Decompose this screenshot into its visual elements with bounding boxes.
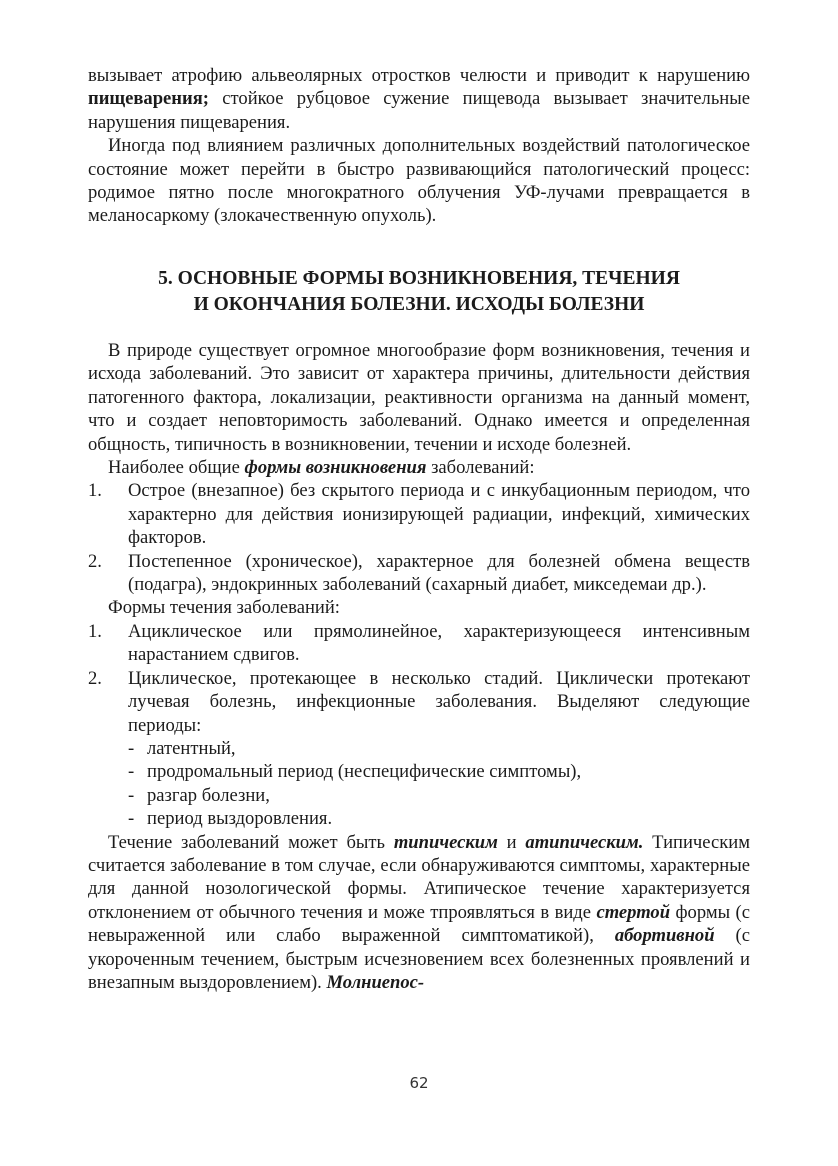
text-run: Течение заболеваний может быть (108, 831, 394, 853)
paragraph-intro: В природе существует огромное многообразие форм возникновения, течения и исхода заболеваний. Это зависит от характера причины, длительности действия патогенного фактора, локализации, реактивности организма на данный момент, что и создает неповторимость заболеваний. Однако имеется и определенная общность, типичность в возникновении, течении и исходе болезней. (88, 340, 750, 455)
bold-italic-term-fulminant: Молниепос- (326, 971, 425, 993)
paragraph-digestion (88, 64, 750, 134)
section-heading-line-2: И ОКОНЧАНИЯ БОЛЕЗНИ. ИСХОДЫ БОЛЕЗНИ (193, 294, 645, 315)
page-number: 62 (409, 1074, 429, 1092)
section-heading-line-1: 5. ОСНОВНЫЕ ФОРМЫ ВОЗНИКНОВЕНИЯ, ТЕЧЕНИЯ (158, 268, 680, 289)
text-run: и (497, 831, 526, 853)
list-item-text: Постепенное (хроническое), характерное для болезней обмена веществ (подагра), эндокринных заболеваний (сахарный диабет, микседемаи др.). (128, 550, 750, 596)
list-item-text: Ациклическое или прямолинейное, характеризующееся интенсивным нарастанием сдвигов. (128, 620, 750, 666)
section-heading (88, 266, 750, 318)
bold-italic-term-onset: формы возникновения (244, 457, 427, 479)
bold-italic-term-typical: типическим (393, 831, 498, 853)
period-text: разгар болезни, (147, 784, 270, 806)
course-forms-lead: Формы течения заболеваний: (108, 597, 340, 619)
text-run: Типическим считается заболевание в том случае, если обнаруживаются симптомы, характерные для данной нозологической формы. Атипическое течение характеризуется отклонением от обычного течения и може тпроявляться в виде (88, 831, 750, 923)
list-number: 1. (88, 480, 102, 502)
text-run: Наиболее общие (108, 457, 245, 479)
text-run: (с укороченным течением, быстрым исчезновением всех болезненных проявлений и внезапным выздоровлением). (88, 925, 750, 993)
list-number: 2. (88, 550, 102, 572)
top-text-block (88, 64, 750, 228)
list-item-text: Острое (внезапное) без скрытого периода и с инкубационным периодом, что характерно для действия ионизирующей радиации, инфекций, химических факторов. (128, 480, 750, 549)
period-item (88, 760, 750, 783)
list-item (88, 620, 750, 667)
onset-forms-lead (88, 456, 750, 479)
paragraph-course-types (88, 831, 750, 995)
list-item (88, 550, 750, 597)
dash-marker: - (128, 784, 135, 806)
text-run: формы (с невыраженной или слабо выраженной симптоматикой), (88, 901, 750, 947)
text-run: стойкое рубцовое сужение пищевода вызывает значительные нарушения пищеварения. (88, 88, 750, 133)
period-item (88, 784, 750, 807)
text-run: заболеваний: (426, 457, 535, 479)
list-item-text: Циклическое, протекающее в несколько стадий. Циклически протекают лучевая болезнь, инфекционные заболевания. Выделяют следующие периоды: (128, 667, 750, 736)
period-item (88, 737, 750, 760)
dash-marker: - (128, 761, 135, 783)
bold-italic-term-erased: стертой (596, 901, 671, 923)
list-item (88, 667, 750, 737)
list-number: 2. (88, 667, 102, 689)
period-text: латентный, (147, 737, 236, 759)
period-text: продромальный период (неспецифические симптомы), (147, 761, 582, 783)
list-number: 1. (88, 620, 102, 642)
dash-marker: - (128, 808, 135, 830)
bold-term-digestion: пищеварения; (88, 88, 209, 110)
dash-marker: - (128, 737, 135, 759)
list-item (88, 479, 750, 549)
bold-italic-term-atypical: атипическим. (525, 831, 644, 853)
period-item (88, 807, 750, 830)
period-text: период выздоровления. (147, 808, 333, 830)
text-run: вызывает атрофию альвеолярных отростков челюсти и приводит к нарушению (88, 65, 750, 86)
paragraph-pathology: Иногда под влиянием различных дополнительных воздействий патологическое состояние может перейти в быстро развивающийся патологический процесс: родимое пятно после многократного облучения УФ-лучами превращается в меланосаркому (злокачественную опухоль). (88, 135, 750, 227)
bold-italic-term-abortive: абортивной (614, 925, 715, 947)
section-body (88, 339, 750, 994)
